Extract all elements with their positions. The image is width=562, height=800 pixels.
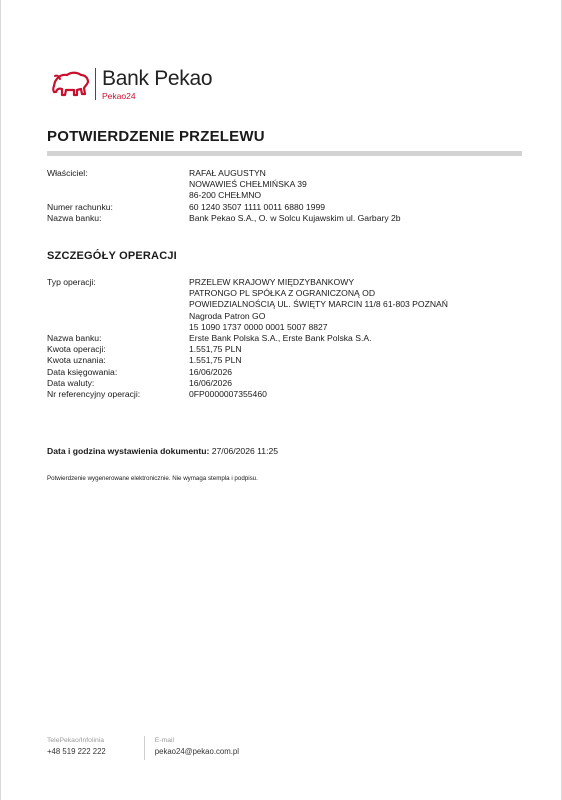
issue-label: Data i godzina wystawienia dokumentu:	[47, 446, 210, 456]
bison-icon	[51, 66, 91, 100]
issue-value: 27/06/2026 11:25	[211, 446, 279, 456]
account-label: Numer rachunku:	[47, 201, 113, 212]
account-number: 60 1240 3507 1111 0011 6880 1999	[189, 201, 326, 212]
reference-number: 0FP0000007355460	[189, 389, 267, 400]
brand-name: Bank Pekao	[102, 67, 213, 90]
recipient-bank-label: Nazwa banku:	[47, 333, 102, 344]
value-date: 16/06/2026	[189, 377, 233, 388]
owner-name: RAFAŁ AUGUSTYN	[189, 168, 266, 178]
type-line-0: PRZELEW KRAJOWY MIĘDZYBANKOWY	[189, 277, 355, 287]
recipient-bank: Erste Bank Polska S.A., Erste Bank Polska S.A.	[189, 333, 372, 344]
brand-sub: Pekao24	[102, 91, 136, 101]
email-address: pekao24@pekao.com.pl	[154, 747, 239, 756]
booking-date-label: Data księgowania:	[47, 366, 118, 377]
credit-label: Kwota uznania:	[47, 355, 106, 366]
bank-label: Nazwa banku:	[47, 212, 102, 223]
footer	[47, 736, 239, 760]
type-line-1: PATRONGO PL SPÓŁKA Z OGRANICZONĄ OD	[189, 288, 376, 299]
owner-label: Właściciel:	[47, 168, 88, 178]
section-title: SZCZEGÓŁY OPERACJI	[47, 250, 177, 262]
amount-label: Kwota operacji:	[47, 344, 106, 355]
email-label: E-mail	[154, 737, 175, 744]
phone-label: TelePekao/Infolinia	[47, 737, 105, 744]
bank-logo	[51, 66, 212, 101]
issue-datetime	[47, 446, 278, 456]
owner-address-1: NOWAWIEŚ CHEŁMIŃSKA 39	[189, 179, 307, 190]
reference-label: Nr referencyjny operacji:	[47, 389, 141, 400]
owner-address-2: 86-200 CHEŁMNO	[189, 190, 262, 201]
logo-divider	[95, 68, 96, 100]
owner-details	[47, 168, 401, 224]
booking-date: 16/06/2026	[189, 366, 233, 377]
phone-number: +48 519 222 222	[47, 747, 106, 756]
amount-value: 1.551,75 PLN	[189, 344, 242, 355]
disclaimer-note: Potwierdzenie wygenerowane elektronicznie. Nie wymaga stempla i podpisu.	[47, 475, 258, 482]
operation-details	[47, 277, 448, 400]
credit-value: 1.551,75 PLN	[189, 355, 242, 366]
type-line-2: POWIEDZIALNOŚCIĄ UL. ŚWIĘTY MARCIN 11/8 61-803 POZNAŃ	[189, 299, 448, 310]
title-divider	[47, 151, 522, 156]
bank-name: Bank Pekao S.A., O. w Solcu Kujawskim ul. Garbary 2b	[189, 212, 401, 223]
type-line-3: Nagroda Patron GO	[189, 310, 266, 321]
document-title: POTWIERDZENIE PRZELEWU	[47, 128, 265, 145]
value-date-label: Data waluty:	[47, 377, 95, 388]
type-label: Typ operacji:	[47, 277, 96, 287]
type-line-4: 15 1090 1737 0000 0001 5007 8827	[189, 321, 328, 332]
